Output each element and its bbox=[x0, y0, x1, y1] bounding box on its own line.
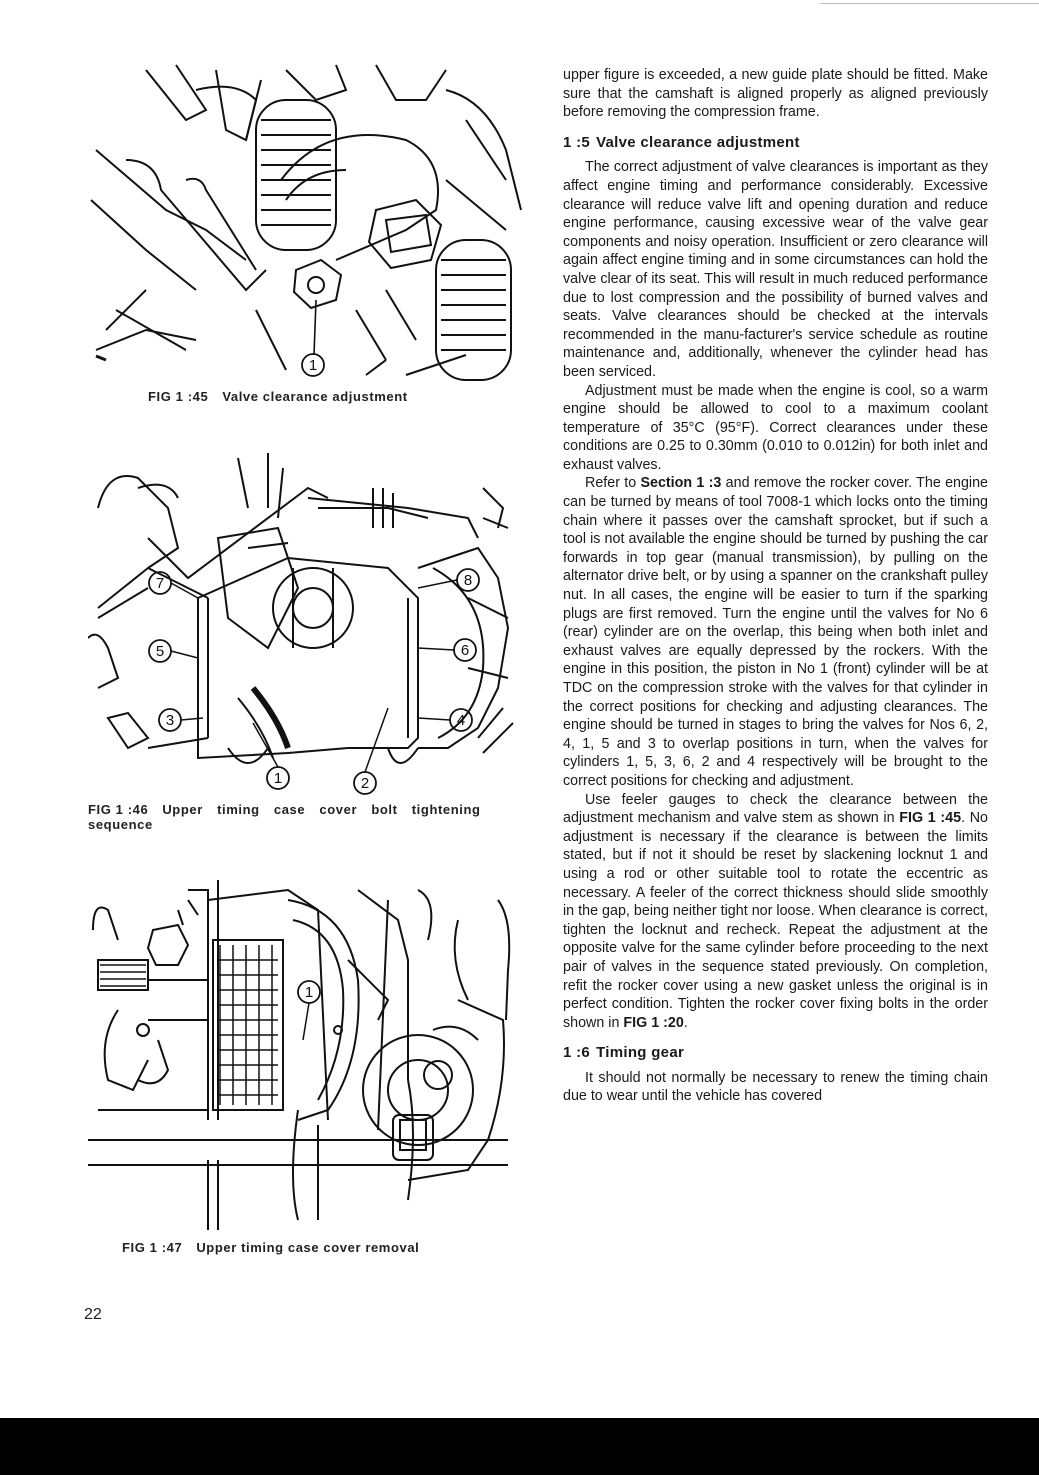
section-heading-1-6 bbox=[563, 1044, 988, 1063]
caption-number: FIG 1 :47 bbox=[122, 1240, 183, 1255]
caption-number: FIG 1 :46 bbox=[88, 802, 149, 817]
callout-1: 1 bbox=[273, 770, 283, 787]
caption-fig-1-47 bbox=[122, 1240, 419, 1255]
figure-1-45 bbox=[86, 60, 526, 390]
valve-spring-coil-left bbox=[256, 100, 336, 250]
paragraph-timing-gear: It should not normally be necessary to renew the timing chain due to wear until the vehicle has covered bbox=[563, 1069, 988, 1105]
locknut bbox=[294, 260, 341, 308]
callout-7: 7 bbox=[155, 575, 165, 592]
caption-fig-1-46 bbox=[88, 802, 513, 832]
paragraph-valve-clearance-importance: The correct adjustment of valve clearances is important as they affect engine timing and performance considerably. Excessive clearance will reduce valve lift and opening duration and reduce engine performance, causing excessive wear of the valve gear components and noisy operation. Insufficient or zero clearance will again affect engine timing and in some circumstances can hold the valve clear of its seat. This will result in much reduced performance due to lost compression and the possibility of burned valves and seats. Valve clearances should be checked at the intervals recommended in the manu-facturer's service schedule as routine maintenance and, additionally, whenever the cylinder head has been serviced. bbox=[563, 159, 988, 380]
callout-1: 1 bbox=[304, 984, 314, 1001]
paragraph-turning-engine: Refer to Section 1 :3 and remove the rocker cover. The engine can be turned by means of tool 7008-1 which locks onto the timing chain where it passes over the camshaft sprocket, but if such a tool is not available the engine should be turned by pushing the car forwards in top gear (manual transmission), by pulling on the alternator drive belt, or by using a spanner on the crankshaft pulley nut. In all cases, the engine will be easier to turn if the sparking plugs are first removed. Turn the engine until the valves for No 6 (rear) cylinder are on the overlap, this being when both inlet and exhaust valves are equally depressed by the rockers. With the engine in this position, the piston in No 1 (front) cylinder will be at TDC on the compression stroke with the valves for that cylinder in the correct positions for checking and adjusting clearances. The engine should be turned in stages to bring the valves for Nos 6, 2, 4, 1, 5 and 3 to overlap positions in turn, when the valves for cylinders 1, 5, 3, 6, 2 and 4 respectively will be brought to the correct positions for checking and adjustment. bbox=[563, 475, 989, 789]
section-title: Valve clearance adjustment bbox=[596, 133, 800, 151]
callout-4: 4 bbox=[456, 712, 466, 729]
caption-text: Upper timing case cover bolt tightening sequence bbox=[88, 802, 481, 832]
figure-1-47 bbox=[88, 880, 518, 1235]
callout-2: 2 bbox=[360, 775, 370, 792]
caption-text: Valve clearance adjustment bbox=[222, 389, 408, 404]
valve-spring-coil-right bbox=[436, 240, 511, 380]
callout-6: 6 bbox=[460, 642, 470, 659]
timing-cover-removal-drawing bbox=[88, 880, 518, 1235]
figure-1-46 bbox=[88, 448, 518, 798]
section-heading-1-5 bbox=[563, 134, 988, 153]
scan-bottom-border bbox=[0, 1418, 1039, 1475]
section-number: 1 :5 bbox=[563, 133, 591, 151]
timing-cover-drawing bbox=[88, 448, 518, 798]
paragraph-continuation: upper figure is exceeded, a new guide plate should be fitted. Make sure that the camshaft is aligned properly as aligned previously before removing the compression frame. bbox=[563, 67, 988, 121]
body-text-column bbox=[563, 66, 988, 1106]
callout-1: 1 bbox=[308, 357, 318, 374]
paragraph-adjustment-conditions: Adjustment must be made when the engine is cool, so a warm engine should be allowed to cool to a maximum coolant temperature of 35°C (95°F). Correct clearances under these conditions are 0.25 to 0.30mm (0.010 to 0.012in) for both inlet and exhaust valves. bbox=[563, 382, 988, 473]
figure-reference: FIG 1 :20 bbox=[623, 1014, 684, 1031]
section-title: Timing gear bbox=[596, 1044, 685, 1062]
eccentric-bolt-head bbox=[369, 200, 441, 268]
callout-3: 3 bbox=[165, 712, 175, 729]
caption-text: Upper timing case cover removal bbox=[196, 1240, 420, 1255]
figure-reference: FIG 1 :45 bbox=[899, 810, 962, 827]
callout-8: 8 bbox=[463, 572, 473, 589]
paragraph-feeler-gauges: Use feeler gauges to check the clearance between the adjustment mechanism and valve stem as shown in FIG 1 :45. No adjustment is necessary if the clearance is between the limits stated, but if not it should be reset by slackening locknut 1 and using a rod or other suitable tool to rotate the eccentric as necessary. A feeler of the correct thickness should slide smoothly in the gap, being neither tight nor loose. When clearance is correct, tighten the locknut and recheck. Repeat the adjustment at the opposite valve for the same cylinder before proceeding to the next pair of valves in the sequence stated previously. On completion, refit the rocker cover using a new gasket unless the original is in perfect condition. Tighten the rocker cover fixing bolts in the order shown in FIG 1 :20. bbox=[563, 791, 988, 1031]
caption-fig-1-45 bbox=[148, 389, 408, 404]
section-number: 1 :6 bbox=[563, 1044, 591, 1062]
caption-number: FIG 1 :45 bbox=[148, 389, 209, 404]
valve-clearance-drawing bbox=[86, 60, 526, 390]
top-rule bbox=[820, 3, 1039, 4]
timing-chain bbox=[218, 945, 278, 1105]
callout-5: 5 bbox=[155, 643, 165, 660]
page-number: 22 bbox=[84, 1306, 102, 1323]
section-reference: Section 1 :3 bbox=[640, 475, 722, 492]
